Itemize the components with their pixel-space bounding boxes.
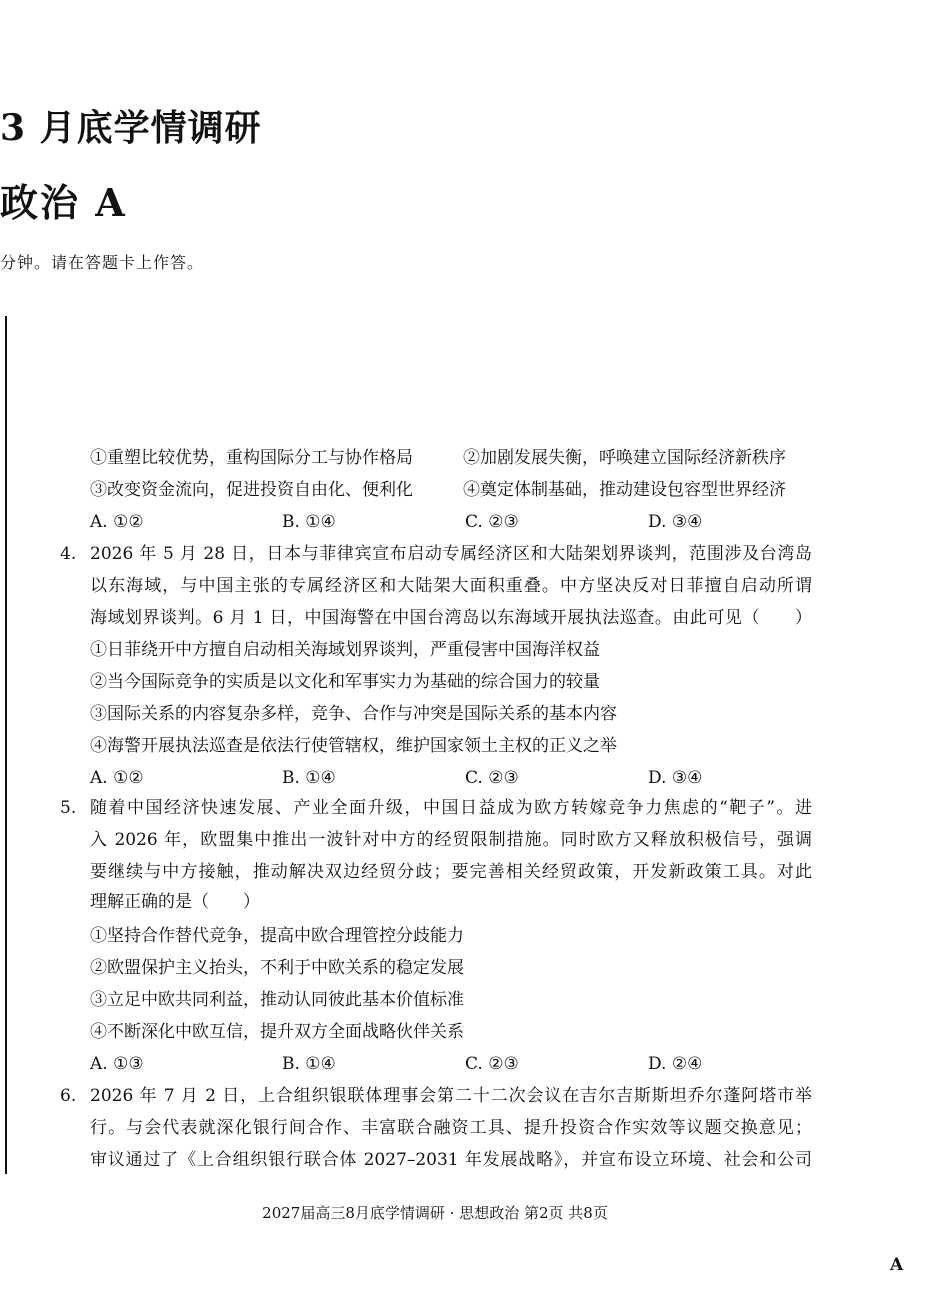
- q5-statement-2: ②欧盟保护主义抬头，不利于中欧关系的稳定发展: [90, 958, 464, 978]
- exam-title-line2: 政治 A: [0, 180, 127, 225]
- binding-margin-line: [5, 316, 7, 1174]
- q3-choice-a: A. ①②: [90, 512, 144, 532]
- q5-choice-c: C. ②③: [465, 1054, 519, 1074]
- q4-number: 4.: [60, 544, 77, 564]
- q6-stem-line-3: 审议通过了《上合组织银行联合体 2027–2031 年发展战略》，并宣布设立环境、社会和公司: [90, 1150, 812, 1170]
- q3-statement-2: ②加剧发展失衡，呼唤建立国际经济新秩序: [463, 448, 786, 468]
- q5-stem-line-4: 理解正确的是（ ）: [90, 892, 260, 912]
- q4-choice-c: C. ②③: [465, 768, 519, 788]
- q4-choice-a: A. ①②: [90, 768, 144, 788]
- q4-statement-4: ④海警开展执法巡查是依法行使管辖权，维护国家领土主权的正义之举: [90, 736, 617, 756]
- exam-instruction: 分钟。请在答题卡上作答。: [0, 253, 205, 272]
- q5-statement-1: ①坚持合作替代竞争，提高中欧合理管控分歧能力: [90, 926, 464, 946]
- page-footer: 2027届高三8月底学情调研 · 思想政治 第2页 共8页: [262, 1204, 608, 1222]
- q4-choice-b: B. ①④: [282, 768, 336, 788]
- q3-statement-1: ①重塑比较优势，重构国际分工与协作格局: [90, 448, 413, 468]
- q5-choice-b: B. ①④: [282, 1054, 336, 1074]
- q6-stem-line-1: 2026 年 7 月 2 日，上合组织银联体理事会第二十二次会议在吉尔吉斯斯坦乔尔蓬阿塔市举: [90, 1086, 812, 1106]
- q4-stem-line-1: 2026 年 5 月 28 日，日本与菲律宾宣布启动专属经济区和大陆架划界谈判，范围涉及台湾岛: [90, 544, 812, 564]
- q4-choice-d: D. ③④: [648, 768, 703, 788]
- q3-choice-c: C. ②③: [465, 512, 519, 532]
- q5-choice-d: D. ②④: [648, 1054, 703, 1074]
- q3-choice-d: D. ③④: [648, 512, 703, 532]
- exam-title-line1: 3 月底学情调研: [0, 107, 262, 149]
- q3-statement-3: ③改变资金流向，促进投资自由化、便利化: [90, 480, 413, 500]
- version-mark: A: [890, 1255, 904, 1275]
- q5-number: 5.: [60, 798, 77, 818]
- q3-statement-4: ④奠定体制基础，推动建设包容型世界经济: [463, 480, 786, 500]
- q5-stem-line-3: 要继续与中方接触，推动解决双边经贸分歧；要完善相关经贸政策，开发新政策工具。对此: [90, 862, 812, 882]
- q4-stem-line-3: 海域划界谈判。6 月 1 日，中国海警在中国台湾岛以东海域开展执法巡查。由此可见（ ）: [90, 608, 812, 628]
- q5-choice-a: A. ①③: [90, 1054, 144, 1074]
- q6-number: 6.: [60, 1086, 77, 1106]
- q5-stem-line-2: 入 2026 年，欧盟集中推出一波针对中方的经贸限制措施。同时欧方又释放积极信号，强调: [90, 830, 812, 850]
- q5-statement-3: ③立足中欧共同利益，推动认同彼此基本价值标准: [90, 990, 464, 1010]
- q4-statement-1: ①日菲绕开中方擅自启动相关海域划界谈判，严重侵害中国海洋权益: [90, 640, 600, 660]
- q4-stem-line-2: 以东海域，与中国主张的专属经济区和大陆架大面积重叠。中方坚决反对日菲擅自启动所谓: [90, 576, 812, 596]
- q4-statement-3: ③国际关系的内容复杂多样，竞争、合作与冲突是国际关系的基本内容: [90, 704, 617, 724]
- q5-statement-4: ④不断深化中欧互信，提升双方全面战略伙伴关系: [90, 1022, 464, 1042]
- q3-choice-b: B. ①④: [282, 512, 336, 532]
- q5-stem-line-1: 随着中国经济快速发展、产业全面升级，中国日益成为欧方转嫁竞争力焦虑的“靶子”。进: [90, 798, 812, 818]
- q4-statement-2: ②当今国际竞争的实质是以文化和军事实力为基础的综合国力的较量: [90, 672, 600, 692]
- q6-stem-line-2: 行。与会代表就深化银行间合作、丰富联合融资工具、提升投资合作实效等议题交换意见；: [90, 1118, 812, 1138]
